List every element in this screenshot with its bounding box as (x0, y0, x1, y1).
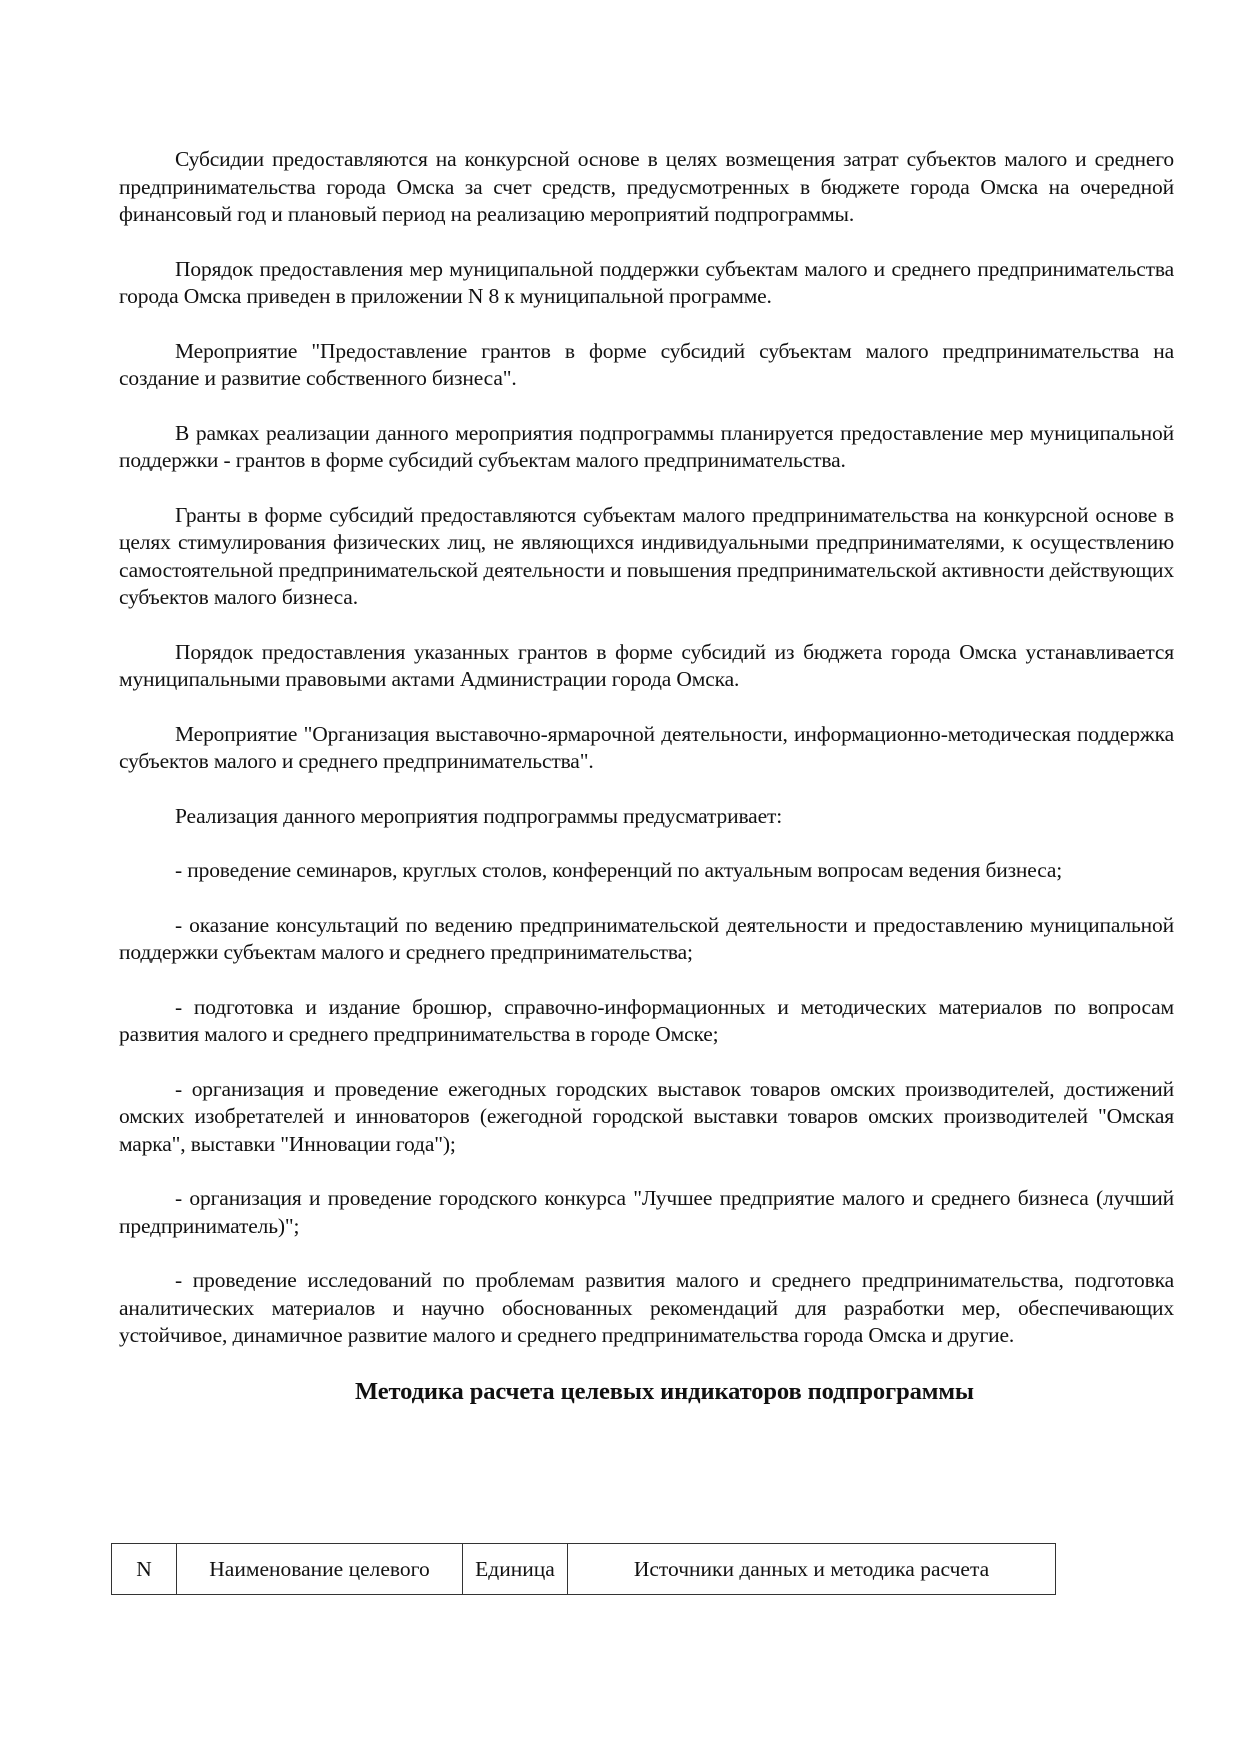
list-item-exhibitions: - организация и проведение ежегодных городских выставок товаров омских производителей, достижений омских изобретателей и инноваторов (ежегодной городской выставки товаров омских производителей "Омская марка", выставки "Инновации года"); (119, 1076, 1174, 1156)
list-item-competition: - организация и проведение городского конкурса "Лучшее предприятие малого и среднего бизнеса (лучший предприниматель)"; (119, 1186, 1174, 1238)
paragraph-implementation-intro: Реализация данного мероприятия подпрограммы предусматривает: (175, 803, 783, 828)
paragraph-grants-plan: В рамках реализации данного мероприятия подпрограммы планируется предоставление мер муниципальной поддержки - грантов в форме субсидий субъектам малого предпринимательства. (119, 420, 1174, 472)
list-item-research: - проведение исследований по проблемам развития малого и среднего предпринимательства, подготовка аналитических материалов и научно обоснованных рекомендаций для разработки мер, обеспечивающих устойчивое, динамичное развитие малого и среднего предпринимательства города Омска и другие. (119, 1268, 1174, 1347)
header-data-sources: Источники данных и методика расчета (568, 1544, 1056, 1595)
list-item-seminars: - проведение семинаров, круглых столов, конференций по актуальным вопросам ведения бизнеса; (175, 858, 1063, 882)
paragraph-subsidies: Субсидии предоставляются на конкурсной основе в целях возмещения затрат субъектов малого и среднего предпринимательства города Омска за счет средств, предусмотренных в бюджете города Омска на очередной финансовый год и плановый период на реализацию мероприятий подпрограммы. (119, 147, 1174, 226)
paragraph-exhibition-measure: Мероприятие "Организация выставочно-ярмарочной деятельности, информационно-методическая поддержка субъектов малого и среднего предпринимательства". (119, 721, 1174, 773)
header-unit: Единица (463, 1544, 568, 1595)
paragraph-grants-measure: Мероприятие "Предоставление грантов в форме субсидий субъектам малого предпринимательства на создание и развитие собственного бизнеса". (119, 338, 1174, 390)
indicators-table (111, 1543, 1056, 1595)
header-indicator-name: Наименование целевого (177, 1544, 463, 1595)
document-body (119, 146, 1174, 1430)
list-item-consultations: - оказание консультаций по ведению предпринимательской деятельности и предоставлению муниципальной поддержки субъектам малого и среднего предпринимательства; (119, 912, 1174, 964)
table-header-row (112, 1544, 1056, 1595)
paragraph-grants-procedure: Порядок предоставления указанных грантов в форме субсидий из бюджета города Омска устанавливается муниципальными правовыми актами Администрации города Омска. (119, 639, 1174, 691)
paragraph-support-procedure: Порядок предоставления мер муниципальной поддержки субъектам малого и среднего предпринимательства города Омска приведен в приложении N 8 к муниципальной программе. (119, 256, 1174, 308)
header-number: N (112, 1544, 177, 1595)
section-heading: Методика расчета целевых индикаторов подпрограммы (355, 1377, 974, 1405)
paragraph-grants-description: Гранты в форме субсидий предоставляются субъектам малого предпринимательства на конкурсной основе в целях стимулирования физических лиц, не являющихся индивидуальными предпринимателями, к осуществлению самостоятельной предпринимательской деятельности и повышения предпринимательской активности действующих субъектов малого бизнеса. (119, 502, 1174, 609)
list-item-brochures: - подготовка и издание брошюр, справочно-информационных и методических материалов по вопросам развития малого и среднего предпринимательства в городе Омске; (119, 994, 1174, 1046)
